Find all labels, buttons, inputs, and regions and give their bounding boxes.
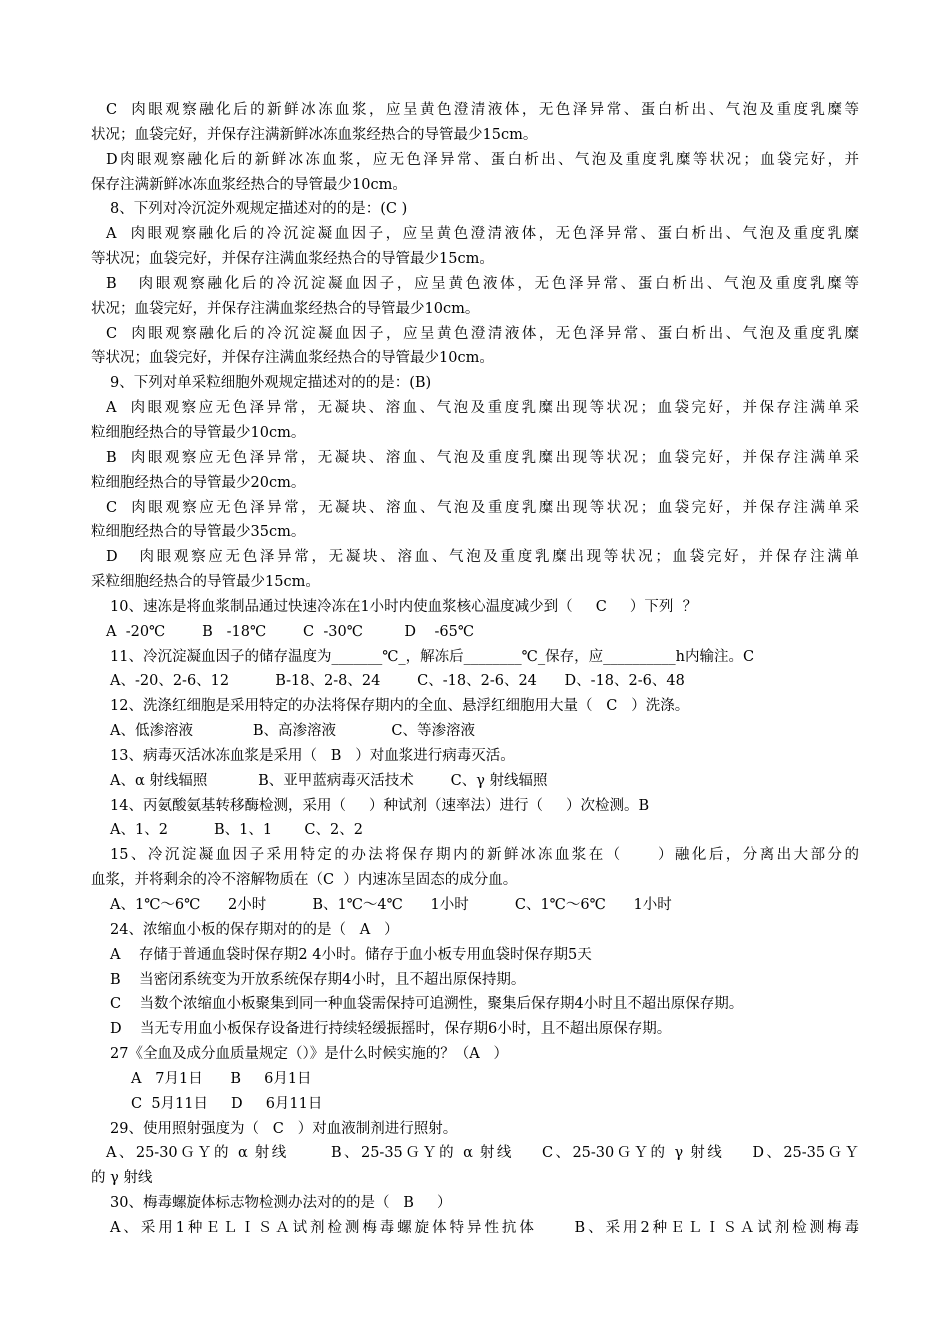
text-line: A、-20、2-6、12 B-18、2-8、24 C、-18、2-6、24 D、-18、2-6、48: [110, 673, 685, 690]
text-line: 采粒细胞经热合的导管最少15cm。: [91, 574, 320, 591]
text-line: 14、丙氨酸氨基转移酶检测，采用（ ）种试剂（速率法）进行（ ）次检测。B: [110, 797, 650, 814]
text-line: 的 γ 射线: [91, 1170, 153, 1187]
text-line: 11、冷沉淀凝血因子的储存温度为_______℃_，解冻后________℃_保存，应__________h内输注。C: [110, 648, 755, 665]
text-line: A、1、2 B、1、1 C、2、2: [110, 822, 363, 839]
text-line: 24、浓缩血小板的保存期对的的是（ A ）: [110, 921, 399, 938]
text-line: C 肉眼观察融化后的新鲜冰冻血浆，应呈黄色澄清液体，无色泽异常、蛋白析出、气泡及重度乳糜等: [106, 102, 859, 118]
text-line: A、采用1种ＥＬＩＳＡ试剂检测梅毒螺旋体特异性抗体 B、采用2种ＥＬＩＳＡ试剂检测梅毒: [110, 1219, 859, 1236]
text-line: 等状况；血袋完好，并保存注满血浆经热合的导管最少10cm。: [91, 350, 494, 367]
text-line: 粒细胞经热合的导管最少10cm。: [91, 424, 306, 441]
text-line: A 肉眼观察融化后的冷沉淀凝血因子，应呈黄色澄清液体，无色泽异常、蛋白析出、气泡及重度乳糜: [106, 226, 859, 243]
text-line: 12、洗涤红细胞是采用特定的办法将保存期内的全血、悬浮红细胞用大量（ C ）洗涤。: [110, 698, 690, 715]
text-line: 粒细胞经热合的导管最少20cm。: [91, 474, 306, 491]
text-line: 血浆，并将剩余的冷不溶解物质在（C ）内速冻呈固态的成分血。: [91, 872, 518, 889]
text-line: 15、冷沉淀凝血因子采用特定的办法将保存期内的新鲜冰冻血浆在（ ）融化后，分离出大部分的: [110, 847, 859, 864]
text-line: 状况；血袋完好，并保存注满新鲜冰冻血浆经热合的导管最少15cm。: [91, 126, 538, 143]
text-line: 状况；血袋完好，并保存注满血浆经热合的导管最少10cm。: [91, 300, 480, 317]
text-line: C 肉眼观察融化后的冷沉淀凝血因子，应呈黄色澄清液体，无色泽异常、蛋白析出、气泡及重度乳糜: [106, 325, 859, 342]
text-line: A 肉眼观察应无色泽异常，无凝块、溶血、气泡及重度乳糜出现等状况；血袋完好，并保存注满单采: [106, 400, 859, 417]
text-line: A、低渗溶液 B、高渗溶液 C、等渗溶液: [110, 723, 475, 740]
text-line: B 肉眼观察应无色泽异常，无凝块、溶血、气泡及重度乳糜出现等状况；血袋完好，并保存注满单采: [106, 449, 859, 466]
document-body: [91, 98, 859, 1241]
text-line: C 5月11日 D 6月11日: [131, 1095, 323, 1112]
text-line: 10、速冻是将血浆制品通过快速冷冻在1小时内使血浆核心温度减少到（ C ）下列 ？: [110, 598, 698, 615]
text-line: A、α 射线辐照 B、亚甲蓝病毒灭活技术 C、γ 射线辐照: [110, 772, 548, 789]
text-line: 30、梅毒螺旋体标志物检测办法对的的是（ B ）: [110, 1195, 452, 1212]
text-line: C 肉眼观察应无色泽异常，无凝块、溶血、气泡及重度乳糜出现等状况；血袋完好，并保存注满单采: [106, 499, 859, 516]
text-line: C 当数个浓缩血小板聚集到同一种血袋需保持可追溯性，聚集后保存期4小时且不超出原保存期。: [110, 996, 744, 1013]
text-line: 13、病毒灭活冰冻血浆是采用（ B ）对血浆进行病毒灭活。: [110, 747, 515, 764]
text-line: A -20℃ B -18℃ C -30℃ D -65℃: [106, 623, 475, 640]
text-line: 9、下列对单采粒细胞外观规定描述对的的是：(B): [110, 375, 432, 392]
text-line: B 肉眼观察融化后的冷沉淀凝血因子，应呈黄色液体，无色泽异常、蛋白析出、气泡及重度乳糜等: [106, 275, 859, 292]
text-line: 29、使用照射强度为（ C ）对血液制剂进行照射。: [110, 1120, 458, 1137]
text-line: 粒细胞经热合的导管最少35cm。: [91, 524, 306, 541]
text-line: D 当无专用血小板保存设备进行持续轻缓振摇时，保存期6小时，且不超出原保存期。: [110, 1021, 672, 1038]
text-line: D 肉眼观察应无色泽异常，无凝块、溶血、气泡及重度乳糜出现等状况；血袋完好，并保存注满单: [106, 549, 859, 566]
text-line: 27《全血及成分血质量规定（）》是什么时候实施的？（A ）: [110, 1046, 508, 1063]
text-line: 等状况；血袋完好，并保存注满血浆经热合的导管最少15cm。: [91, 251, 494, 268]
text-line: 保存注满新鲜冰冻血浆经热合的导管最少10cm。: [91, 176, 407, 193]
text-line: B 当密闭系统变为开放系统保存期4小时，且不超出原保持期。: [110, 971, 526, 988]
text-line: A 7月1日 B 6月1日: [131, 1070, 312, 1087]
text-line: A、1℃～6℃ 2小时 B、1℃～4℃ 1小时 C、1℃～6℃ 1小时: [110, 897, 672, 913]
text-line: A、25-30ＧＹ的 α 射线 B、25-35ＧＹ的 α 射线 C、25-30ＧＹ的 γ 射线 D、25-35ＧＹ: [106, 1145, 859, 1162]
text-line: D肉眼观察融化后的新鲜冰冻血浆，应无色泽异常、蛋白析出、气泡及重度乳糜等状况；血袋完好，并: [106, 151, 859, 168]
text-line: 8、下列对冷沉淀外观规定描述对的的是：(C ): [110, 201, 408, 218]
text-line: A 存储于普通血袋时保存期2 4小时。储存于血小板专用血袋时保存期5天: [110, 946, 592, 963]
